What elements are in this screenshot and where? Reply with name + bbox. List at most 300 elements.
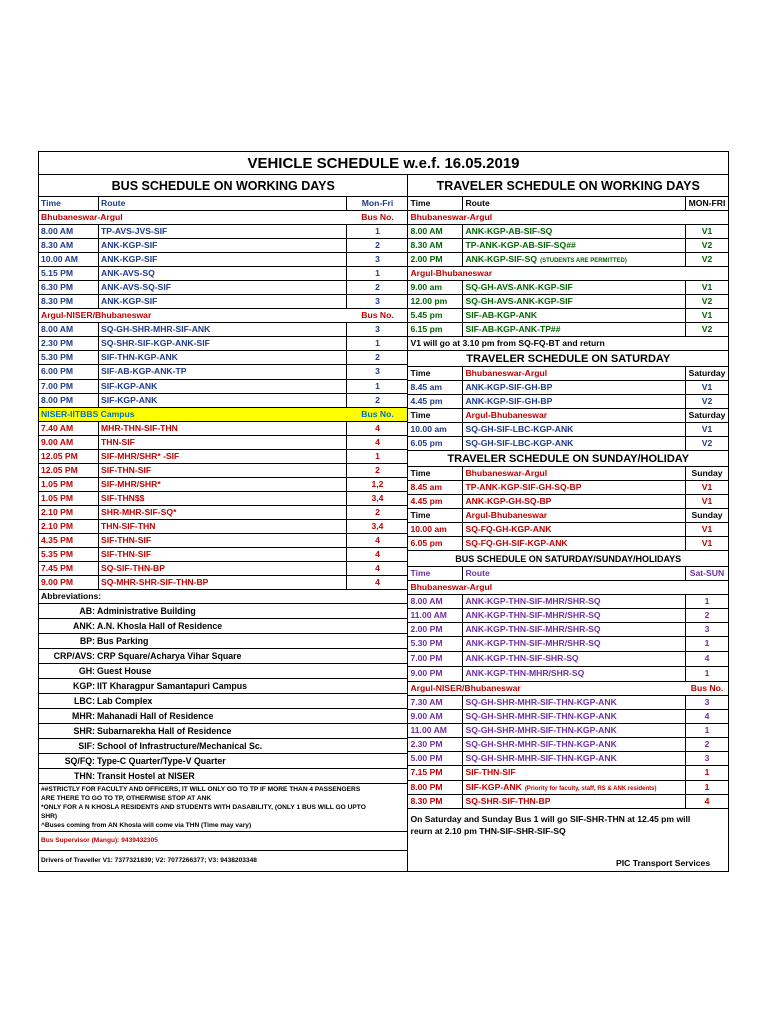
route-cell: ANK-AVS-SQ-SIF	[99, 281, 347, 294]
time-col-header: Time	[408, 567, 463, 580]
bus-cell: 3	[375, 254, 380, 264]
bus-cell: V1	[701, 310, 713, 320]
route-cell: SQ-MHR-SHR-SIF-THN-BP	[99, 576, 347, 589]
table-row	[408, 323, 728, 337]
bus-cell: V2	[701, 240, 713, 250]
abbreviation-value: IIT Kharagpur Samantapuri Campus	[97, 681, 248, 691]
traveler-working-header: TRAVELER SCHEDULE ON WORKING DAYS	[408, 175, 728, 197]
table-row	[408, 281, 728, 295]
bus-cell: 1	[704, 638, 710, 648]
time-cell: 9.00 AM	[408, 710, 463, 723]
bus-cell: 2	[375, 465, 380, 475]
route-text: TP-ANK-KGP-AB-SIF-SQ##	[465, 240, 576, 250]
bus-cell: 1	[375, 268, 380, 278]
time-cell: 12.05 PM	[39, 450, 99, 463]
time-cell: 5.35 PM	[39, 548, 99, 561]
table-row	[39, 450, 407, 464]
block-header-row	[408, 367, 728, 381]
section-header-row	[39, 309, 407, 323]
bus-cell: 1	[375, 338, 380, 348]
table-row	[408, 239, 728, 253]
route-text: SQ-GH-SHR-MHR-SIF-THN-KGP-ANK	[465, 753, 617, 763]
bus-cell: 1	[704, 725, 710, 735]
time-cell: 10.00 AM	[39, 253, 99, 266]
monfri-col-header: MON-FRI	[688, 198, 726, 208]
table-row	[408, 381, 728, 395]
table-row	[39, 295, 407, 309]
bus-cell: V1	[701, 226, 713, 236]
bus-cell: 3	[704, 624, 710, 634]
schedule-columns	[38, 174, 729, 872]
bus-cell: 2	[375, 395, 380, 405]
bus-cell: V2	[701, 396, 713, 406]
bus-cell: 3	[704, 697, 710, 707]
time-label: Time	[408, 409, 463, 422]
table-row	[39, 380, 407, 394]
footnote: ##STRICTLY FOR FACULTY AND OFFICERS, IT WILL ONLY GO TO TP IF MORE THAN 4 PASSENGERS	[41, 786, 361, 793]
table-row	[408, 481, 728, 495]
table-row	[39, 281, 407, 295]
route-text: SIF-KGP-ANK	[465, 782, 522, 792]
time-cell: 8.30 AM	[39, 239, 99, 252]
route-col-header: Route	[463, 197, 686, 210]
abbreviation-key: ANK:	[73, 621, 95, 631]
bus-cell: 4	[704, 653, 710, 663]
footnote: ^Buses coming from AN Khosla will come via THN (Time may vary)	[41, 822, 252, 829]
bus-cell: V1	[701, 524, 713, 534]
route-cell: SQ-FQ-GH-KGP-ANK	[463, 523, 686, 536]
abbreviation-row	[39, 619, 407, 634]
route-cell	[463, 738, 686, 751]
section-header-row	[39, 408, 407, 422]
section-title: Argul-NISER/Bhubaneswar	[41, 310, 152, 320]
route-cell: ANK-AVS-SQ	[99, 267, 347, 280]
bus-cell: 4	[375, 437, 380, 447]
abbreviation-row	[39, 739, 407, 754]
table-row	[39, 534, 407, 548]
bus-cell: 3,4	[371, 521, 384, 531]
route-cell: TP-ANK-KGP-SIF-GH-SQ-BP	[463, 481, 686, 494]
abbreviation-row	[39, 724, 407, 739]
route-cell: THN-SIF	[99, 436, 347, 449]
table-row	[408, 637, 728, 652]
abbreviation-value: Lab Complex	[97, 696, 153, 706]
route-text: ANK-KGP-THN-SIF-SHR-SQ	[465, 653, 579, 663]
route-cell	[463, 652, 686, 666]
table-row	[408, 595, 728, 609]
time-cell: 9.00 PM	[39, 576, 99, 589]
route-cell	[463, 667, 686, 681]
block-title: Bhubaneswar-Argul	[463, 467, 686, 480]
abbreviation-row	[39, 604, 407, 619]
table-row	[408, 295, 728, 309]
route-cell	[463, 323, 686, 336]
route-cell: SIF-THN$$	[99, 492, 347, 505]
abbreviation-value: A.N. Khosla Hall of Residence	[97, 621, 223, 631]
table-row	[39, 506, 407, 520]
route-cell: SQ-GH-SIF-LBC-KGP-ANK	[463, 437, 686, 450]
bus-no-label: Bus No.	[361, 409, 394, 419]
table-row	[408, 609, 728, 623]
time-cell: 7.45 PM	[39, 562, 99, 575]
block-header-row	[408, 509, 728, 523]
section-header-row	[408, 267, 728, 281]
table-row	[408, 752, 728, 766]
time-cell: 8.45 am	[408, 481, 463, 494]
table-row	[408, 724, 728, 738]
section-header-row	[408, 682, 728, 696]
abbreviation-value: CRP Square/Acharya Vihar Square	[97, 651, 242, 661]
time-cell: 8.30 PM	[39, 295, 99, 308]
bus-cell: 2	[375, 507, 380, 517]
table-row	[39, 492, 407, 506]
bus-cell: V1	[701, 382, 713, 392]
traveler-column-headers	[408, 197, 728, 211]
bus-cell: 2	[375, 282, 380, 292]
abbreviation-key: SQ/FQ:	[64, 756, 95, 766]
table-row	[408, 225, 728, 239]
time-cell: 6.05 pm	[408, 537, 463, 550]
block-title: Argul-Bhubaneswar	[463, 509, 686, 522]
bus-cell: 4	[375, 577, 380, 587]
route-text: SQ-GH-SHR-MHR-SIF-THN-KGP-ANK	[465, 697, 617, 707]
time-cell: 12.00 pm	[408, 295, 463, 308]
bus-cell: 2	[704, 610, 710, 620]
route-cell	[463, 225, 686, 238]
route-cell: ANK-KGP-SIF	[99, 253, 347, 266]
table-row	[408, 437, 728, 451]
time-cell: 6.05 pm	[408, 437, 463, 450]
abbreviation-value: Administrative Building	[97, 606, 196, 616]
table-row	[39, 351, 407, 365]
weekend-footer-note	[408, 809, 728, 841]
block-title: Bhubaneswar-Argul	[463, 367, 686, 380]
time-cell: 10.00 am	[408, 423, 463, 436]
table-row	[39, 253, 407, 267]
table-row	[408, 253, 728, 267]
bus-cell: V2	[701, 324, 713, 334]
bus-cell: 4	[375, 563, 380, 573]
route-cell	[463, 623, 686, 636]
route-cell: SQ-GH-SHR-MHR-SIF-ANK	[99, 323, 347, 336]
time-cell: 5.15 PM	[39, 267, 99, 280]
route-cell: SIF-AB-KGP-ANK-TP	[99, 365, 347, 379]
time-cell: 8.00 AM	[408, 595, 463, 608]
route-text: SQ-GH-SHR-MHR-SIF-THN-KGP-ANK	[465, 711, 617, 721]
route-cell: SQ-SIF-THN-BP	[99, 562, 347, 575]
route-cell: ANK-KGP-SIF	[99, 295, 347, 308]
route-cell	[463, 766, 686, 780]
day-label: Sunday	[691, 510, 723, 520]
bus-cell: 4	[375, 423, 380, 433]
bus-cell: 4	[375, 535, 380, 545]
table-row	[39, 239, 407, 253]
bus-cell: V1	[701, 538, 713, 548]
time-cell: 11.00 AM	[408, 724, 463, 737]
abbreviation-row	[39, 634, 407, 649]
table-row	[39, 365, 407, 380]
bus-cell: V2	[701, 438, 713, 448]
time-cell: 9.00 am	[408, 281, 463, 294]
route-text: SQ-SHR-SIF-THN-BP	[465, 796, 551, 806]
bus-cell: 3,4	[371, 493, 384, 503]
table-row	[39, 267, 407, 281]
abbreviation-row	[39, 709, 407, 724]
route-cell: ANK-KGP-GH-SQ-BP	[463, 495, 686, 508]
abbreviation-key: AB:	[79, 606, 95, 616]
abbreviation-key: KGP:	[73, 681, 95, 691]
table-row	[408, 795, 728, 809]
route-cell	[463, 781, 686, 794]
footnotes	[39, 784, 407, 832]
bus-schedule-working-days	[39, 175, 408, 871]
time-cell: 7.15 PM	[408, 766, 463, 780]
bus-cell: 4	[704, 796, 710, 806]
route-cell: SIF-THN-SIF	[99, 464, 347, 477]
table-row	[39, 337, 407, 351]
route-text: ANK-KGP-SIF-SQ	[465, 254, 538, 264]
time-cell: 10.00 am	[408, 523, 463, 536]
route-cell	[463, 752, 686, 765]
vehicle-schedule-sheet	[38, 151, 729, 872]
route-cell: SIF-MHR/SHR*	[99, 478, 347, 491]
abbreviation-row	[39, 694, 407, 709]
time-cell: 5.00 PM	[408, 752, 463, 765]
route-text: ANK-KGP-THN-SIF-MHR/SHR-SQ	[465, 610, 601, 620]
time-cell: 8.00 AM	[408, 225, 463, 238]
route-cell	[463, 795, 686, 808]
section-title: Argul-NISER/Bhubaneswar	[410, 683, 521, 693]
route-cell: SQ-SHR-SIF-KGP-ANK-SIF	[99, 337, 347, 350]
bus-supervisor: Bus Supervisor (Mangu): 9439432305	[39, 832, 407, 851]
abbreviation-value: Type-C Quarter/Type-V Quarter	[97, 756, 226, 766]
route-text: ANK-KGP-THN-SIF-MHR/SHR-SQ	[465, 624, 601, 634]
route-cell: ANK-KGP-SIF	[99, 239, 347, 252]
time-cell: 5.45 pm	[408, 309, 463, 322]
time-cell: 7.00 PM	[408, 652, 463, 666]
bus-cell: V1	[701, 282, 713, 292]
time-cell: 7.30 AM	[408, 696, 463, 709]
bus-cell: 2	[375, 352, 380, 362]
block-header-row	[408, 409, 728, 423]
route-cell	[463, 309, 686, 322]
route-text: SQ-GH-SHR-MHR-SIF-THN-KGP-ANK	[465, 725, 617, 735]
table-row	[408, 738, 728, 752]
abbreviation-value: Transit Hostel at NISER	[97, 771, 195, 781]
table-row	[39, 520, 407, 534]
section-title: Bhubaneswar-Argul	[410, 212, 493, 222]
time-label: Time	[408, 467, 463, 480]
route-text: SIF-THN-SIF	[465, 767, 516, 777]
table-row	[39, 562, 407, 576]
pic-transport-services: PIC Transport Services	[616, 858, 711, 868]
table-row	[408, 710, 728, 724]
weekend-note-line: reurn at 2.10 pm THN-SIF-SHR-SIF-SQ	[410, 826, 566, 836]
section-title: NISER-IITBBS Campus	[41, 409, 135, 419]
time-label: Time	[408, 509, 463, 522]
abbreviation-key: SIF:	[78, 741, 95, 751]
route-cell	[463, 710, 686, 723]
route-text: ANK-KGP-THN-SIF-MHR/SHR-SQ	[465, 596, 601, 606]
v1-note: V1 will go at 3.10 pm from SQ-FQ-BT and return	[408, 337, 728, 351]
route-cell: ANK-KGP-SIF-GH-BP	[463, 381, 686, 394]
time-cell: 6.00 PM	[39, 365, 99, 379]
abbreviation-key: THN:	[73, 771, 95, 781]
route-cell: SIF-KGP-ANK	[99, 380, 347, 393]
route-text: ANK-KGP-AB-SIF-SQ	[465, 226, 553, 236]
section-title: Argul-Bhubaneswar	[410, 268, 493, 278]
abbreviation-key: GH:	[78, 666, 95, 676]
route-text: SQ-GH-AVS-ANK-KGP-SIF	[465, 282, 573, 292]
drivers-contacts: Drivers of Traveller V1: 7377321839; V2: 7077266377; V3: 9438203348	[41, 857, 257, 864]
day-label: Saturday	[688, 368, 726, 378]
abbreviation-row	[39, 664, 407, 679]
block-header-row	[408, 467, 728, 481]
route-cell: SQ-GH-SIF-LBC-KGP-ANK	[463, 423, 686, 436]
route-cell: SIF-THN-SIF	[99, 534, 347, 547]
bus-cell: 4	[375, 549, 380, 559]
weekend-bus-header: BUS SCHEDULE ON SATURDAY/SUNDAY/HOLIDAYS	[408, 551, 728, 567]
time-cell: 4.45 pm	[408, 395, 463, 408]
route-cell: TP-AVS-JVS-SIF	[99, 225, 347, 238]
abbreviation-row	[39, 769, 407, 784]
day-label: Saturday	[688, 410, 726, 420]
table-row	[408, 495, 728, 509]
traveler-saturday-header: TRAVELER SCHEDULE ON SATURDAY	[408, 351, 728, 367]
table-row	[408, 696, 728, 710]
section-title: Bhubaneswar-Argul	[410, 582, 493, 592]
time-label: Time	[408, 367, 463, 380]
table-row	[39, 464, 407, 478]
bus-cell: 3	[375, 366, 380, 376]
time-cell: 4.45 pm	[408, 495, 463, 508]
time-cell: 8.00 PM	[408, 781, 463, 794]
route-cell	[463, 609, 686, 622]
route-cell: THN-SIF-THN	[99, 520, 347, 533]
route-cell	[463, 724, 686, 737]
bus-cell: 3	[375, 296, 380, 306]
bus-cell: 3	[375, 324, 380, 334]
bus-no-label: Bus No.	[361, 212, 394, 222]
time-cell: 1.05 PM	[39, 492, 99, 505]
route-cell: SIF-THN-SIF	[99, 548, 347, 561]
bus-cell: 3	[704, 753, 710, 763]
time-cell: 4.35 PM	[39, 534, 99, 547]
bus-cell: V2	[701, 254, 713, 264]
route-col-header: Route	[99, 197, 347, 210]
abbreviation-key: CRP/AVS:	[53, 651, 95, 661]
day-label: Sunday	[691, 468, 723, 478]
bus-cell: 1,2	[371, 479, 384, 489]
time-cell: 2.10 PM	[39, 506, 99, 519]
bus-cell: V2	[701, 296, 713, 306]
route-cell: ANK-KGP-SIF-GH-BP	[463, 395, 686, 408]
table-row	[408, 423, 728, 437]
bus-no-label: Bus No.	[690, 683, 724, 693]
time-cell: 2.30 PM	[39, 337, 99, 350]
time-cell: 8.00 AM	[39, 225, 99, 238]
table-row	[408, 766, 728, 781]
bus-cell: 1	[704, 596, 710, 606]
time-cell: 9.00 PM	[408, 667, 463, 681]
time-cell: 8.00 PM	[39, 394, 99, 407]
time-cell: 11.00 AM	[408, 609, 463, 622]
route-cell: MHR-THN-SIF-THN	[99, 422, 347, 435]
route-cell	[463, 253, 686, 266]
traveler-schedules	[408, 175, 728, 871]
footnote: *ONLY FOR A N KHOSLA RESIDENTS AND STUDENTS WITH DASABILITY, (ONLY 1 BUS WILL GO UPTO	[41, 804, 366, 811]
time-cell: 6.30 PM	[39, 281, 99, 294]
time-cell: 8.00 AM	[39, 323, 99, 336]
bus-cell: 1	[375, 226, 380, 236]
time-cell: 6.15 pm	[408, 323, 463, 336]
bus-cell: 1	[704, 782, 710, 792]
route-cell	[463, 595, 686, 608]
time-cell: 1.05 PM	[39, 478, 99, 491]
time-cell: 2.10 PM	[39, 520, 99, 533]
section-header-row	[408, 211, 728, 225]
route-note: (STUDENTS ARE PERMITTED)	[540, 258, 627, 264]
table-row	[39, 548, 407, 562]
abbreviation-row	[39, 649, 407, 664]
time-cell: 12.05 PM	[39, 464, 99, 477]
route-cell	[463, 637, 686, 651]
table-row	[39, 478, 407, 492]
table-row	[39, 394, 407, 408]
bus-cell: V1	[701, 424, 713, 434]
route-cell: SIF-MHR/SHR* -SIF	[99, 450, 347, 463]
route-cell	[463, 295, 686, 308]
bus-cell: V1	[701, 496, 713, 506]
table-row	[408, 623, 728, 637]
route-cell: SHR-MHR-SIF-SQ*	[99, 506, 347, 519]
route-text: SIF-AB-KGP-ANK	[465, 310, 538, 320]
weekend-note-line: On Saturday and Sunday Bus 1 will go SIF-SHR-THN at 12.45 pm will	[410, 814, 691, 824]
abbreviation-key: BP:	[79, 636, 95, 646]
route-cell	[463, 696, 686, 709]
bus-cell: 1	[375, 381, 380, 391]
weekend-column-headers	[408, 567, 728, 581]
table-row	[408, 781, 728, 795]
time-cell: 2.00 PM	[408, 623, 463, 636]
table-row	[408, 523, 728, 537]
bus-cell: V1	[701, 482, 713, 492]
traveler-sunday-header: TRAVELER SCHEDULE ON SUNDAY/HOLIDAY	[408, 451, 728, 467]
time-cell: 7.00 PM	[39, 380, 99, 393]
satsun-col-header: Sat-SUN	[689, 568, 725, 578]
time-cell: 8.30 AM	[408, 239, 463, 252]
time-cell: 2.00 PM	[408, 253, 463, 266]
abbreviation-value: Bus Parking	[97, 636, 149, 646]
section-header-row	[39, 211, 407, 225]
bus-cell: 2	[704, 739, 710, 749]
route-cell	[463, 281, 686, 294]
bus-cell: 2	[375, 240, 380, 250]
table-row	[39, 225, 407, 239]
time-col-header: Time	[408, 197, 463, 210]
section-title: Bhubaneswar-Argul	[41, 212, 123, 222]
abbreviation-value: Mahanadi Hall of Residence	[97, 711, 214, 721]
bus-cell: 1	[375, 451, 380, 461]
time-cell: 5.30 PM	[39, 351, 99, 364]
route-text: SIF-AB-KGP-ANK-TP##	[465, 324, 561, 334]
table-row	[39, 323, 407, 337]
time-cell: 8.45 am	[408, 381, 463, 394]
route-text: ANK-KGP-THN-MHR/SHR-SQ	[465, 668, 585, 678]
time-cell: 9.00 AM	[39, 436, 99, 449]
time-cell: 5.30 PM	[408, 637, 463, 651]
time-cell: 2.30 PM	[408, 738, 463, 751]
